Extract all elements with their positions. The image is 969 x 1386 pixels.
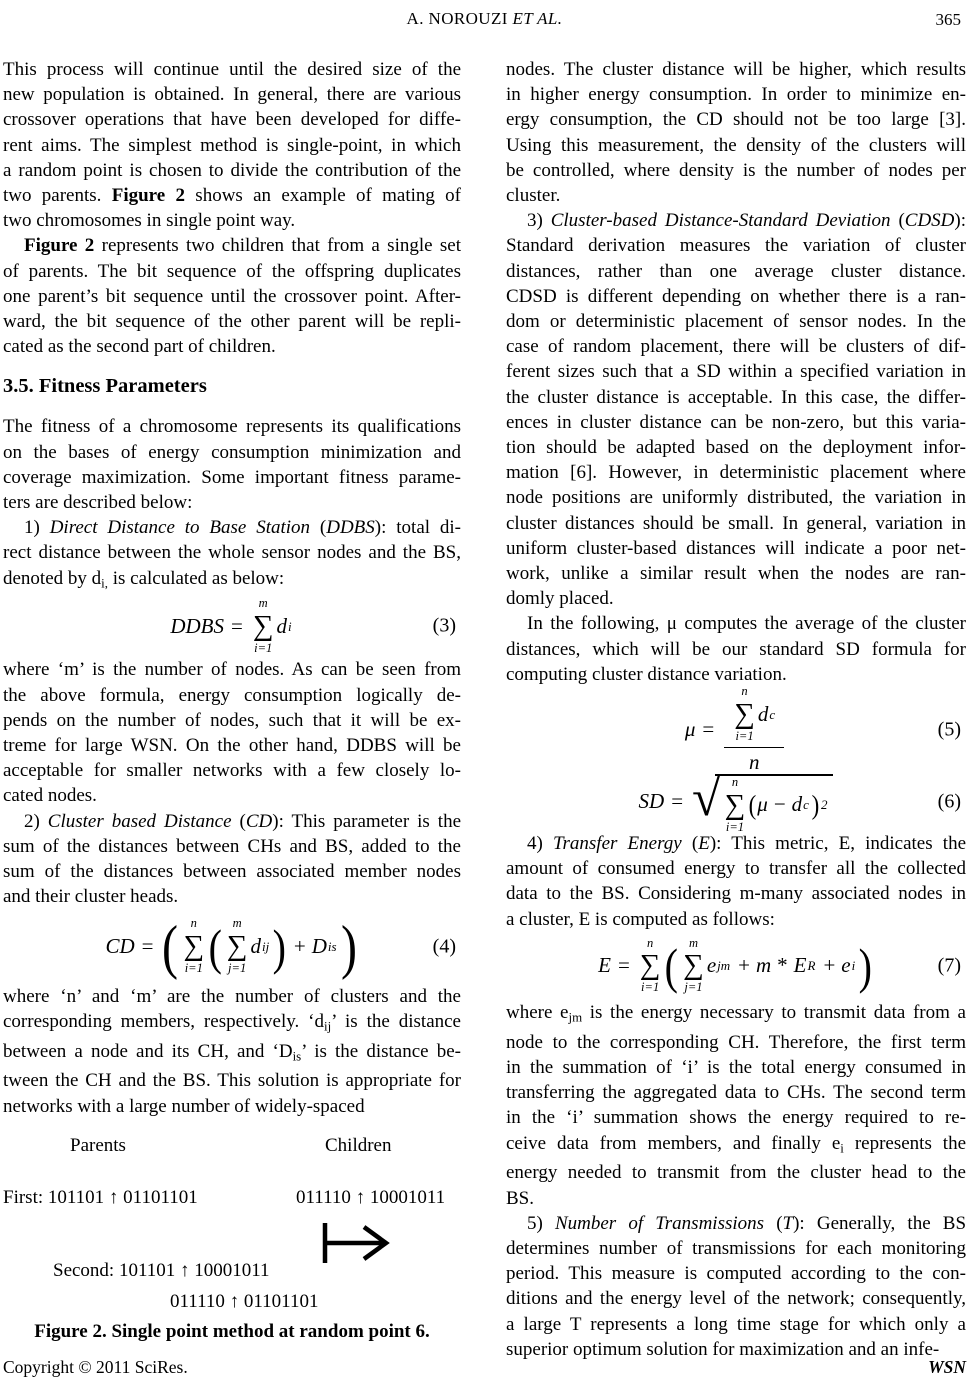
paragraph-transfer-energy: 4) Transfer Energy (E): This metric, E, indicates the amount of consumed energy to transfer all the collected data to the BS. Considering m-many associated nodes in a cluster, E is computed as follows: [506, 833, 967, 930]
equation-6-body [638, 770, 834, 834]
equation-3-body [170, 597, 293, 656]
mapsto-arrow-icon [318, 1220, 396, 1266]
asterisk: * [777, 953, 788, 978]
equation-7 [506, 932, 966, 1000]
section-heading-fitness-parameters: 3.5. Fitness Parameters [3, 375, 207, 398]
equation-number: (3) [432, 614, 456, 637]
figure-children-label: Children [325, 1134, 392, 1156]
equation-number: (7) [937, 954, 961, 977]
mu-symbol: μ [757, 792, 768, 817]
math-var: CD [105, 933, 135, 958]
figure-first-child: 011110 ↑ 10001011 [296, 1186, 446, 1208]
plus-sign: + [293, 933, 306, 958]
page-header [0, 9, 969, 29]
equation-3 [3, 595, 461, 657]
math-subscript: ij [261, 938, 270, 954]
figure-caption: Figure 2. Single point method at random point 6. [34, 1320, 430, 1342]
summation: n ∑ i=1 [183, 916, 205, 975]
summation: n ∑ i=1 [724, 774, 746, 834]
plus-sign: + [738, 953, 750, 978]
math-subscript: R [807, 958, 816, 974]
equals-sign: = [702, 717, 715, 742]
sigma-symbol: ∑ [734, 697, 755, 730]
math-var: SD [638, 789, 665, 814]
paragraph-energy-terms: where ejm is the energy necessary to transmit data from a node to the corresponding CH. Therefore, the first term in the summation of ‘i’ is the total energy consumed in transferring the aggregated data to CHs. The second term in the ‘i’ summation shows the energy required to re- ceive data from members, and finally ei represents the energy needed to transmit from the cluster head to the BS. [506, 1001, 967, 1209]
equation-7-body: E = n ∑ i=1 ( m ∑ j=1 e jm + m * E R + e i ) [598, 935, 873, 995]
paragraph-cd: 2) Cluster based Distance (CD): This parameter is the sum of the distances between CHs and BS, added to the sum of the distances between associated member nodes and their cluster heads. [3, 810, 462, 908]
figure-parents-label: Parents [70, 1134, 126, 1156]
math-var: d [757, 701, 769, 726]
paragraph-figure2-description: Figure 2 represents two children that from a single set of parents. The bit sequence of the offspring duplicates one parent’s bit sequence until the crossover point. After- ward, the bit sequence of the other parent will be repli- cated as the second part of children. [3, 235, 461, 358]
math-var: D [311, 933, 327, 958]
math-subscript: is [327, 938, 337, 954]
column-left [3, 57, 461, 1362]
page-footer [3, 1357, 966, 1378]
paragraph-mu-intro: In the following, μ computes the average of the cluster distances, which will be our standard SD formula for computing cluster distance variation. [506, 613, 966, 685]
square-root: √ n ∑ i=1 ( μ − d c ) 2 [692, 774, 833, 830]
equation-5-body [685, 685, 787, 775]
fraction [724, 685, 784, 775]
sigma-symbol: ∑ [639, 949, 661, 982]
running-head: A. NOROUZI ET AL. [406, 9, 563, 28]
plus-sign: + [823, 953, 836, 978]
paragraph-crossover-process: This process will continue until the desired size of the new population is obtained. In general, there are various crossover operations that have been developed for diffe- rent aims. The simplest method is single-point, in which a random point is chosen to divide the contribution of the two parents. Figure 2 shows an example of mating of two chromosomes in single point way. [3, 59, 461, 232]
math-superscript: 2 [820, 797, 828, 813]
math-var: E [598, 953, 611, 978]
math-subscript: jm [717, 958, 731, 974]
mu-symbol: μ [684, 717, 696, 742]
column-right [506, 57, 966, 1362]
journal-abbrev: WSN [928, 1357, 966, 1377]
summation: n ∑ i=1 [734, 684, 755, 743]
math-var: e [841, 953, 851, 978]
paragraph-cluster-distance: nodes. The cluster distance will be higher, which results in higher energy consumption. In order to minimize en- ergy consumption, the CD should not be too large [3]. Using this measurement, the density of the clusters will be controlled, where density is the number of nodes per cluster. [506, 59, 966, 207]
minus-sign: − [773, 792, 786, 817]
equation-number: (5) [937, 718, 961, 741]
summation: m ∑ i=1 [252, 596, 274, 655]
equation-5 [506, 684, 966, 774]
summation: m ∑ j=1 [226, 916, 248, 975]
sigma-symbol: ∑ [724, 788, 746, 821]
two-column-content [3, 57, 966, 1362]
summation: n ∑ i=1 [639, 935, 661, 995]
page-number: 365 [935, 10, 961, 29]
summation: m ∑ j=1 [683, 935, 704, 995]
equation-4 [3, 910, 461, 984]
math-var: d [791, 792, 803, 817]
sigma-symbol: ∑ [683, 949, 704, 982]
equation-4-body: CD = ( n ∑ i=1 ( m ∑ j=1 d ij ) + D is ) [105, 913, 357, 980]
equals-sign: = [671, 789, 684, 814]
figure-2 [3, 1119, 461, 1315]
figure-second-parent: Second: 101101 ↑ 10001011 [53, 1259, 270, 1281]
equals-sign: = [231, 613, 243, 638]
math-var: d [250, 933, 261, 958]
figure-second-child: 011110 ↑ 01101101 [170, 1290, 319, 1312]
paragraph-transmissions: 5) Number of Transmissions (T): Generally, the BS determines number of transmissions for each monitoring period. This measure is computed according to the con- ditions and the energy level of the network; consequently, a large T represents a long time stage for which only a superior optimum solution for maximization and an infe- [506, 1212, 967, 1360]
equals-sign: = [617, 953, 630, 978]
equals-sign: = [141, 933, 154, 958]
copyright-text: Copyright © 2011 SciRes. [3, 1357, 188, 1377]
math-subscript: i [851, 958, 856, 974]
paragraph-cd-discussion: where ‘n’ and ‘m’ are the number of clusters and the corresponding members, respectively. ‘dij’ is the distance between a node and its CH, and ‘Dis’ is the distance be- tween the CH and the BS. This solution is appropriate for networks with a large number of widely-spaced [3, 985, 461, 1117]
math-subscript: c [803, 797, 809, 813]
sigma-symbol: ∑ [183, 930, 205, 962]
math-var: e [706, 953, 717, 978]
math-var: m [755, 953, 772, 978]
equation-number: (4) [432, 934, 456, 957]
math-subscript: i [288, 618, 292, 634]
sigma-symbol: ∑ [252, 609, 274, 642]
math-var: DDBS [170, 613, 224, 638]
paragraph-fitness-intro: The fitness of a chromosome represents its qualifications on the bases of energy consumption minimization and coverage maximization. Some important fitness parame- ters are described below: [3, 416, 461, 514]
math-subscript: c [769, 706, 776, 722]
math-var: E [793, 953, 807, 978]
sigma-symbol: ∑ [226, 930, 248, 962]
equation-number: (6) [937, 790, 961, 813]
paragraph-ddbs: 1) Direct Distance to Base Station (DDBS): total di- rect distance between the whole sensor nodes and the BS, denoted by di, is calculated as below: [3, 517, 461, 591]
equation-6 [506, 770, 966, 834]
paragraph-ddbs-discussion: where ‘m’ is the number of nodes. As can be seen from the above formula, energy consumption logically de- pends on the number of nodes, such that it will be ex- treme for large WSN. On the other hand, DDBS will be acceptable for smaller networks with a few closely lo- cated nodes. [3, 659, 461, 807]
math-var: d [276, 613, 288, 638]
fraction-denominator: n [724, 747, 784, 775]
figure-first-parent: First: 101101 ↑ 01101101 [3, 1186, 198, 1208]
paragraph-cdsd: 3) Cluster-based Distance-Standard Deviation (CDSD): Standard derivation measures the variation of cluster distances, rather than one average cluster distance. CDSD is different depending on whether there is a ran- dom or deterministic placement of sensor nodes. In the case of random placement, there will be clusters of dif- ferent sizes such that a SD within a specified variation in the cluster distance is acceptable. In this case, the differ- ences in cluster distance can be non-zero, but this varia- tion should be adapted based on the deployment infor- mation [6]. However, in deterministic placement where node positions are uniformly distributed, the variation in cluster distances should be small. In general, variation in uniform cluster-based distances will indicate a poor net- work, unlike a similar result when the nodes are ran- domly placed. [506, 210, 966, 610]
sqrt-symbol: √ [692, 770, 721, 828]
